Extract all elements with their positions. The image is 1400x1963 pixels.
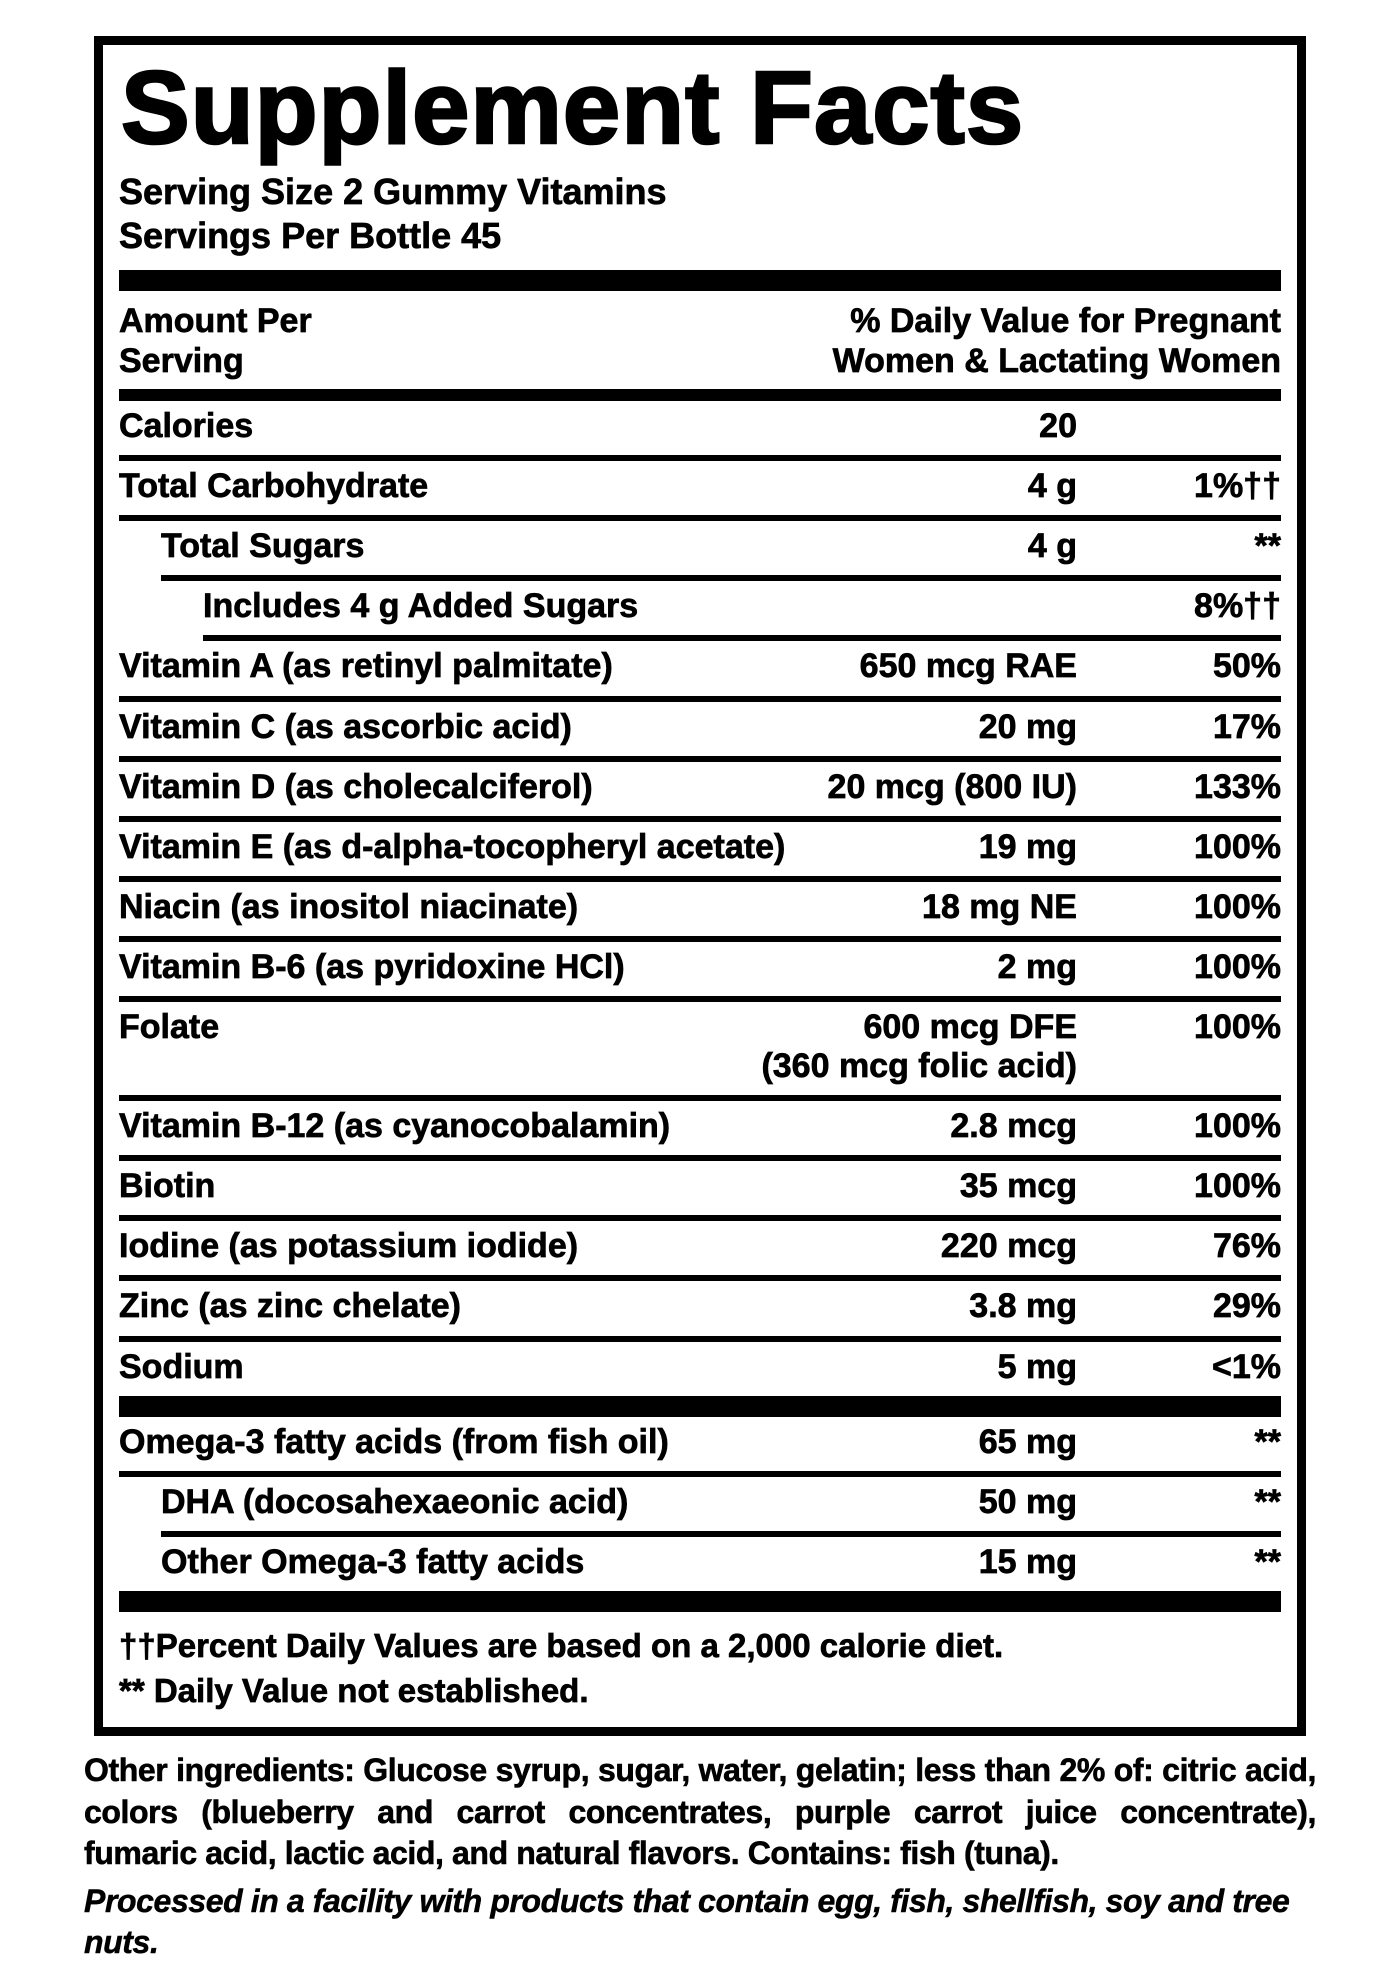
nutrient-daily-value: ** bbox=[1254, 1482, 1281, 1521]
nutrient-daily-value: 100% bbox=[1194, 887, 1281, 926]
nutrient-amount-line1: 2 mg bbox=[997, 947, 1077, 986]
nutrient-amount-line1: 3.8 mg bbox=[969, 1287, 1077, 1326]
other-ingredients-label: Other ingredients: bbox=[84, 1752, 355, 1789]
nutrient-name: Omega-3 fatty acids (from fish oil) bbox=[119, 1422, 669, 1461]
table-row bbox=[119, 702, 1281, 756]
dv-header-line1: % Daily Value for Pregnant bbox=[850, 301, 1281, 340]
nutrient-name: Includes 4 g Added Sugars bbox=[203, 587, 639, 626]
nutrient-amount bbox=[969, 1287, 1077, 1326]
nutrient-amount bbox=[922, 888, 1077, 927]
amount-header-line1: Amount Per bbox=[119, 301, 312, 340]
nutrient-daily-value: 50% bbox=[1212, 647, 1281, 686]
dv-header-line2: Women & Lactating Women bbox=[832, 341, 1281, 380]
nutrient-amount-line1: 50 mg bbox=[978, 1482, 1077, 1521]
nutrient-name: Total Sugars bbox=[161, 527, 365, 566]
nutrient-daily-value: 76% bbox=[1212, 1227, 1281, 1266]
table-row bbox=[119, 822, 1281, 876]
other-ingredients-paragraph bbox=[84, 1750, 1316, 1875]
separator-bar-medium bbox=[119, 389, 1281, 401]
nutrient-name: Vitamin E (as d-alpha-tocopheryl acetate) bbox=[119, 827, 786, 866]
nutrient-name: Vitamin C (as ascorbic acid) bbox=[119, 707, 572, 746]
column-header bbox=[119, 291, 1281, 389]
nutrient-amount-line1: 65 mg bbox=[978, 1422, 1077, 1461]
nutrient-name: Total Carbohydrate bbox=[119, 467, 429, 506]
table-row bbox=[119, 1342, 1281, 1396]
table-row bbox=[119, 1221, 1281, 1275]
nutrient-amount bbox=[998, 1348, 1077, 1387]
nutrient-name: Vitamin D (as cholecalciferol) bbox=[119, 767, 593, 806]
table-row bbox=[119, 1281, 1281, 1335]
nutrient-amount bbox=[1039, 407, 1077, 446]
nutrient-amount bbox=[1028, 527, 1077, 566]
nutrient-daily-value: ** bbox=[1254, 1542, 1281, 1581]
amount-header-line2: Serving bbox=[119, 341, 244, 380]
nutrient-amount-line1: 4 g bbox=[1027, 527, 1077, 566]
nutrient-name: Niacin (as inositol niacinate) bbox=[119, 887, 579, 926]
nutrient-name: Zinc (as zinc chelate) bbox=[119, 1287, 461, 1326]
other-ingredients-text: Glucose syrup, sugar, water, gelatin; less than 2% of: citric acid, colors (blueberry and carrot concentrates, purple carrot juice concentrate), fumaric acid, lactic acid, and natural flavors. bbox=[84, 1752, 1316, 1872]
table-row bbox=[119, 401, 1281, 455]
nutrient-amount-line1: 220 mcg bbox=[940, 1227, 1077, 1266]
nutrient-amount bbox=[860, 647, 1077, 686]
nutrient-name: Vitamin B-6 (as pyridoxine HCl) bbox=[119, 947, 625, 986]
nutrient-amount bbox=[979, 1543, 1077, 1582]
nutrient-daily-value: ** bbox=[1254, 1422, 1281, 1461]
nutrient-daily-value: 1%†† bbox=[1194, 467, 1281, 506]
nutrient-amount-line1: 4 g bbox=[1027, 467, 1077, 506]
nutrient-daily-value: 17% bbox=[1212, 707, 1281, 746]
footnote-dv-not-established: ** Daily Value not established. bbox=[119, 1671, 589, 1709]
nutrient-name: Vitamin B-12 (as cyanocobalamin) bbox=[119, 1107, 671, 1146]
servings-per-bottle-line: Servings Per Bottle 45 bbox=[119, 214, 502, 256]
nutrient-name: Other Omega-3 fatty acids bbox=[161, 1542, 585, 1581]
panel-title: Supplement Facts bbox=[121, 50, 1025, 165]
nutrient-daily-value: 133% bbox=[1194, 767, 1281, 806]
nutrient-amount-line1: 20 bbox=[1039, 407, 1077, 446]
nutrient-amount bbox=[1028, 467, 1077, 506]
nutrient-amount bbox=[950, 1107, 1077, 1146]
nutrient-table bbox=[119, 401, 1281, 1591]
nutrient-name: Calories bbox=[119, 407, 254, 446]
nutrient-daily-value: 100% bbox=[1194, 947, 1281, 986]
table-row bbox=[119, 762, 1281, 816]
nutrient-daily-value: 100% bbox=[1194, 827, 1281, 866]
section-separator-thick bbox=[119, 1396, 1281, 1417]
table-row bbox=[119, 1101, 1281, 1155]
nutrient-daily-value: 100% bbox=[1194, 1107, 1281, 1146]
nutrient-amount bbox=[979, 1483, 1077, 1522]
table-row bbox=[119, 521, 1281, 575]
facility-allergen-note: Processed in a facility with products that contain egg, fish, shellfish, soy and tree nuts. bbox=[84, 1882, 1290, 1960]
nutrient-name: Biotin bbox=[119, 1167, 216, 1206]
table-row bbox=[119, 641, 1281, 695]
table-row bbox=[119, 882, 1281, 936]
footnote-daily-values: ††Percent Daily Values are based on a 2,000 calorie diet. bbox=[119, 1626, 1004, 1664]
nutrient-amount-line1: 15 mg bbox=[978, 1542, 1077, 1581]
nutrient-name: Iodine (as potassium iodide) bbox=[119, 1227, 579, 1266]
nutrient-name: DHA (docosahexaeonic acid) bbox=[161, 1482, 629, 1521]
amount-per-serving-header bbox=[119, 301, 312, 381]
nutrient-name: Folate bbox=[119, 1008, 220, 1047]
nutrient-amount-line1: 18 mg NE bbox=[922, 887, 1077, 926]
nutrient-amount-line1: 650 mcg RAE bbox=[859, 647, 1077, 686]
nutrient-amount bbox=[960, 1167, 1077, 1206]
table-row bbox=[119, 942, 1281, 996]
nutrient-amount-line1: 20 mg bbox=[978, 707, 1077, 746]
nutrient-name: Sodium bbox=[119, 1347, 244, 1386]
table-row bbox=[119, 1477, 1281, 1531]
nutrient-name: Vitamin A (as retinyl palmitate) bbox=[119, 647, 613, 686]
nutrient-daily-value: 100% bbox=[1194, 1008, 1281, 1047]
daily-value-header bbox=[833, 301, 1281, 381]
nutrient-daily-value: 29% bbox=[1212, 1287, 1281, 1326]
footnotes bbox=[119, 1612, 1281, 1713]
nutrient-amount bbox=[979, 828, 1077, 867]
table-row bbox=[119, 581, 1281, 635]
serving-size-line: Serving Size 2 Gummy Vitamins bbox=[119, 171, 667, 213]
nutrient-amount bbox=[979, 708, 1077, 747]
nutrient-daily-value: <1% bbox=[1212, 1347, 1281, 1386]
nutrient-amount bbox=[998, 948, 1077, 987]
nutrient-amount-line1: 35 mcg bbox=[959, 1167, 1077, 1206]
table-row bbox=[119, 1417, 1281, 1471]
nutrient-amount-line1: 19 mg bbox=[978, 827, 1077, 866]
table-row bbox=[119, 1161, 1281, 1215]
nutrient-daily-value: 100% bbox=[1194, 1167, 1281, 1206]
nutrient-daily-value: 8%†† bbox=[1194, 587, 1281, 626]
table-row bbox=[119, 1002, 1281, 1095]
nutrient-amount bbox=[828, 768, 1077, 807]
nutrient-amount bbox=[941, 1227, 1077, 1266]
nutrient-amount-line1: 5 mg bbox=[997, 1347, 1077, 1386]
contains-label: Contains: bbox=[747, 1835, 892, 1872]
separator-bar-thick-bottom bbox=[119, 1591, 1281, 1612]
nutrient-amount bbox=[979, 1423, 1077, 1462]
contains-text: fish (tuna). bbox=[891, 1835, 1059, 1872]
separator-bar-thick bbox=[119, 270, 1281, 291]
supplement-facts-panel bbox=[94, 36, 1306, 1736]
nutrient-daily-value: ** bbox=[1254, 527, 1281, 566]
nutrient-amount-line1: 20 mcg (800 IU) bbox=[827, 767, 1077, 806]
nutrient-amount-line1: 600 mcg DFE bbox=[863, 1008, 1077, 1047]
nutrient-amount bbox=[761, 1008, 1077, 1086]
nutrient-amount-line2: (360 mcg folic acid) bbox=[761, 1047, 1077, 1086]
nutrient-amount-line1: 2.8 mcg bbox=[950, 1107, 1077, 1146]
table-row bbox=[119, 1537, 1281, 1591]
table-row bbox=[119, 461, 1281, 515]
